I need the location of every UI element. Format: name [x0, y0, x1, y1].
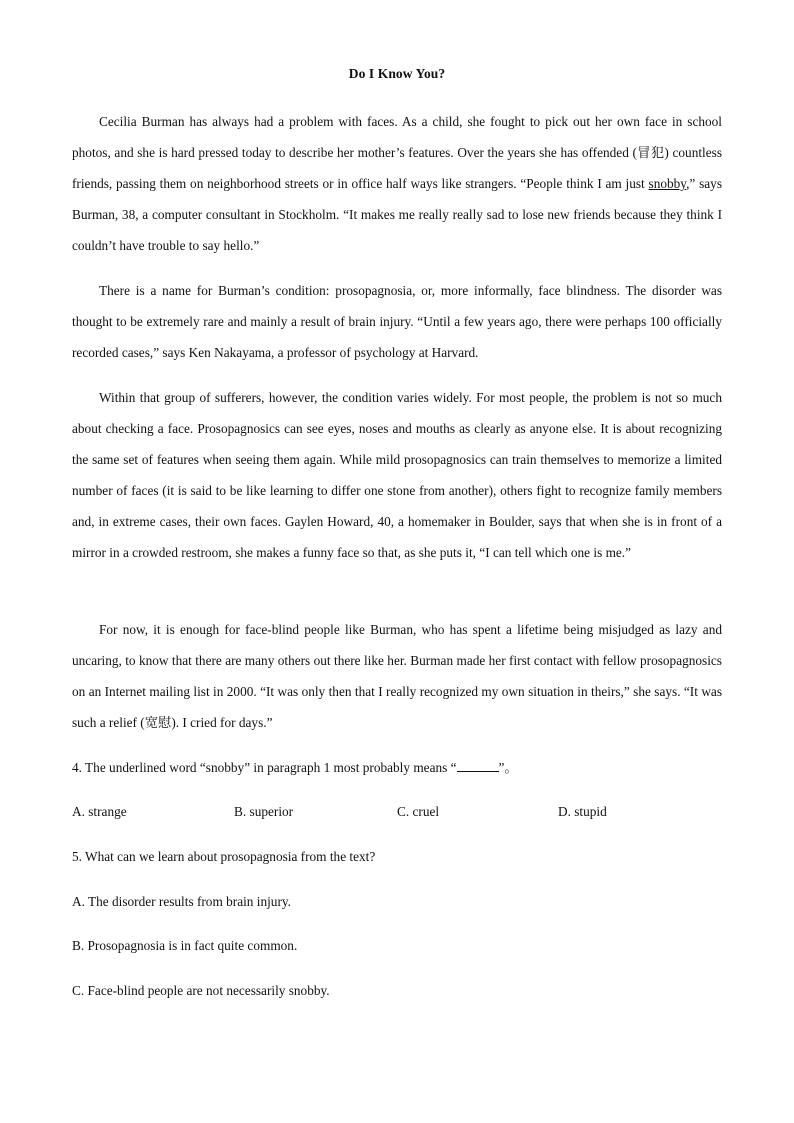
question-4-option-a: A. strange — [72, 804, 127, 819]
passage-title: Do I Know You? — [348, 66, 446, 81]
question-5-option-c: C. Face-blind people are not necessarily snobby. — [72, 983, 330, 998]
question-4-option-b: B. superior — [234, 804, 294, 819]
paragraph-4: For now, it is enough for face-blind people like Burman, who has spent a lifetime being misjudged as lazy and uncaring, to know that there are many others out there like her. Burman made her first contact with fellow prosopagnosics on an Internet mailing list in 2000. “It was only then that I really recognized my own situation in theirs,” she says. “It was such a relief (宽慰). I cried for days.” — [72, 622, 722, 730]
paragraph-1 — [72, 106, 722, 261]
question-4-options — [72, 802, 722, 822]
question-4-option-d: D. stupid — [558, 804, 607, 819]
question-4-stem — [72, 758, 518, 778]
underlined-word-snobby: snobby — [648, 176, 687, 191]
paragraph-3: Within that group of sufferers, however, the condition varies widely. For most people, the problem is not so much about checking a face. Prosopagnosics can see eyes, noses and mouths as clearly as anyone else. It is about recognizing the same set of features when seeing them again. While mild prosopagnosics can train themselves to memorize a limited number of faces (it is said to be like learning to differ one stone from another), others fight to recognize family members and, in extreme cases, their own faces. Gaylen Howard, 40, a homemaker in Boulder, says that when she is in front of a mirror in a crowded restroom, she makes a funny face so that, as she puts it, “I can tell which one is me.” — [72, 390, 722, 560]
question-4-text: 4. The underlined word “snobby” in paragraph 1 most probably means “ — [72, 760, 457, 775]
question-5-option-a: A. The disorder results from brain injury. — [72, 894, 291, 909]
paragraph-1-text-start: Cecilia Burman has always had a problem with faces. As a child, she fought to pick out her own face in school photos, and she is hard pressed today to describe her mother’s features. Over the years she has offended (冒犯) countless friends, passing them on neighborhood streets or in office half ways like strangers. “People think I am just — [72, 114, 722, 191]
paragraph-2: There is a name for Burman’s condition: prosopagnosia, or, more informally, face blindness. The disorder was thought to be extremely rare and mainly a result of brain injury. “Until a few years ago, there were perhaps 100 officially recorded cases,” says Ken Nakayama, a professor of psychology at Harvard. — [72, 283, 722, 360]
question-4-option-c: C. cruel — [397, 804, 440, 819]
paragraph-1-text-end: ,” says Burman, 38, a computer consultant in Stockholm. “It makes me really really sad to lose new friends because they think I couldn’t have trouble to say hello.” — [72, 176, 722, 253]
answer-blank — [457, 759, 499, 772]
question-5-stem: 5. What can we learn about prosopagnosia from the text? — [72, 849, 376, 864]
question-4-text-end: ”。 — [498, 760, 518, 775]
question-5-option-b: B. Prosopagnosia is in fact quite common. — [72, 938, 298, 953]
